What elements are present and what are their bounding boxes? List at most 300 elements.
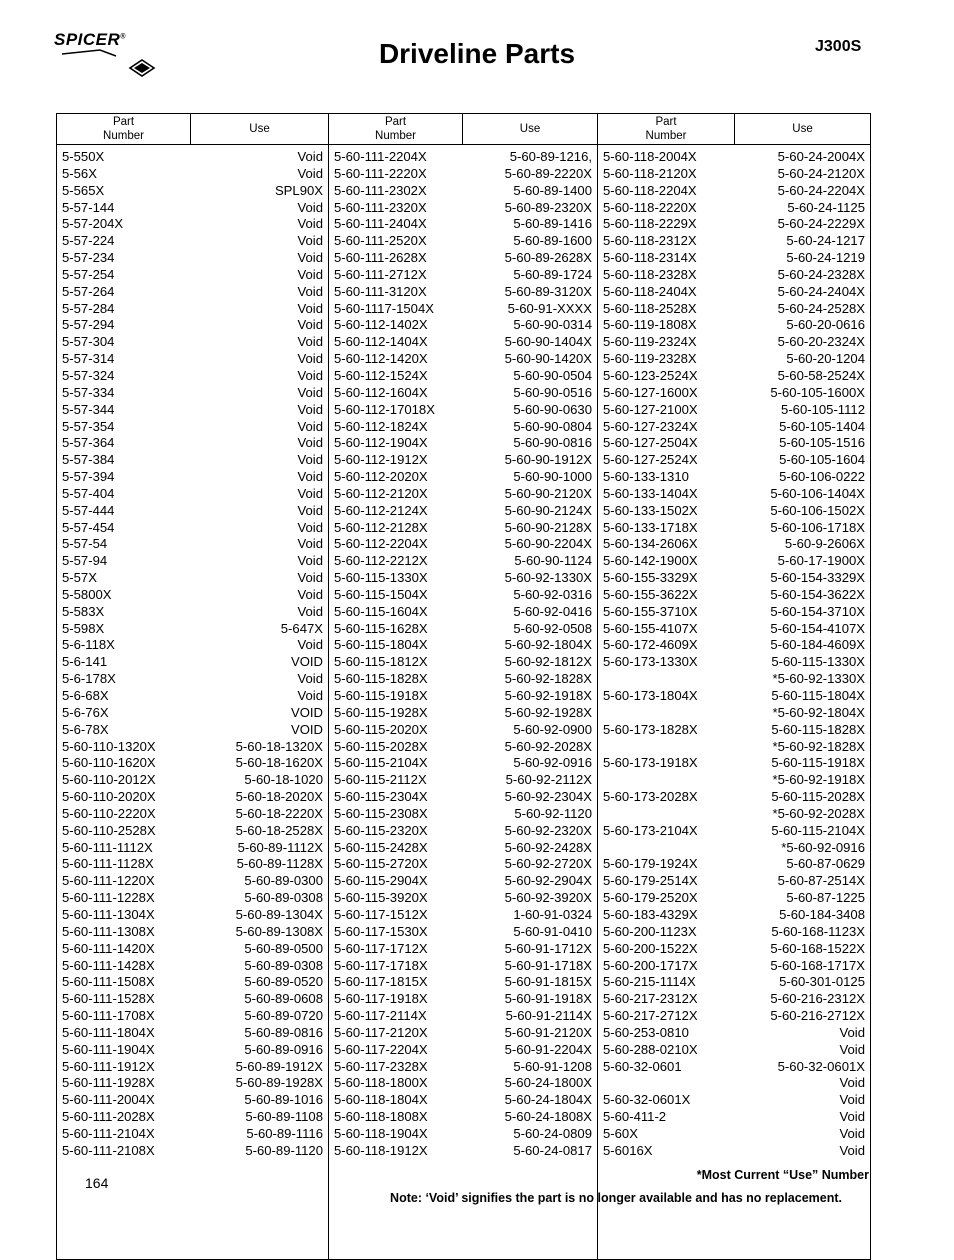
- table-row: [334, 1075, 592, 1092]
- table-row: [603, 823, 865, 840]
- part-number-cell: 5-60-118-2328X: [603, 266, 697, 282]
- part-number-cell: 5-60-112-1404X: [334, 334, 428, 350]
- part-number-cell: 5-60-111-2320X: [334, 199, 427, 215]
- use-cell: 5-60-92-2320X: [504, 822, 592, 838]
- use-cell: 5-60-105-1404: [779, 418, 865, 434]
- use-cell: Void: [297, 149, 323, 164]
- part-number-cell: 5-60-111-3120X: [334, 283, 427, 299]
- part-number-cell: 5-6-68X: [62, 688, 109, 703]
- use-cell: 5-60-24-1125: [787, 199, 865, 215]
- part-number-cell: 5-57-254: [62, 266, 115, 282]
- use-cell: Void: [297, 485, 323, 501]
- parts-column-3: [598, 145, 871, 1260]
- part-number-header-2: [329, 114, 463, 145]
- table-row: [334, 789, 592, 806]
- table-row: [603, 486, 865, 503]
- table-row: [603, 469, 865, 486]
- use-cell: 5-60-90-0314: [513, 317, 592, 333]
- table-row: [334, 840, 592, 857]
- use-cell: Void: [297, 637, 323, 653]
- use-cell: 5-60-89-1216,: [509, 149, 592, 164]
- part-number-cell: 5-60-115-1812X: [334, 654, 428, 670]
- table-row: [62, 284, 323, 301]
- void-note: Note: ‘Void’ signifies the part is no longer available and has no replacement.: [390, 1191, 842, 1205]
- use-cell: Void: [297, 603, 323, 619]
- part-number-cell: 5-60-117-1815X: [334, 974, 428, 990]
- use-cell: *5-60-92-1804X: [772, 704, 865, 720]
- use-cell: 5-60-106-1502X: [770, 502, 865, 518]
- part-number-cell: 5-60-112-2212X: [334, 553, 428, 569]
- use-cell: 5-60-89-1116: [246, 1125, 323, 1141]
- use-cell: 5-60-87-1225: [786, 890, 865, 906]
- use-cell: 5-60-216-2312X: [770, 991, 865, 1007]
- table-row: [603, 637, 865, 654]
- table-row: [62, 991, 323, 1008]
- part-number-cell: 5-60-117-2120X: [334, 1024, 428, 1040]
- table-row: [334, 334, 592, 351]
- table-row: [62, 671, 323, 688]
- use-cell: 5-60-301-0125: [779, 974, 865, 990]
- part-number-cell: 5-60-117-2114X: [334, 1008, 427, 1024]
- use-cell: 5-60-89-0720: [244, 1008, 323, 1024]
- table-row: [603, 368, 865, 385]
- table-row: [603, 536, 865, 553]
- table-row: [62, 570, 323, 587]
- part-number-cell: 5-5800X: [62, 586, 112, 602]
- table-row: [62, 1109, 323, 1126]
- use-cell: Void: [297, 384, 323, 400]
- part-number-cell: 5-60-112-17018X: [334, 401, 435, 417]
- table-row: [334, 317, 592, 334]
- use-cell: Void: [839, 1125, 865, 1141]
- table-row: [334, 570, 592, 587]
- table-row: [62, 536, 323, 553]
- table-row: [62, 250, 323, 267]
- part-number-cell: 5-57-384: [62, 452, 115, 468]
- use-cell: 5-60-92-1828X: [504, 671, 592, 687]
- table-row: [603, 1025, 865, 1042]
- table-row: [62, 553, 323, 570]
- table-row: [62, 840, 323, 857]
- use-cell: 5-60-20-1204: [786, 351, 865, 367]
- use-cell: 5-60-89-1308X: [235, 923, 323, 939]
- part-number-cell: 5-57-344: [62, 401, 115, 417]
- table-row: [62, 200, 323, 217]
- part-number-cell: 5-60-115-2028X: [334, 738, 428, 754]
- part-number-cell: 5-60-133-1718X: [603, 519, 698, 535]
- use-cell: VOID: [290, 704, 323, 720]
- use-cell: 5-60-92-1928X: [504, 704, 592, 720]
- table-row: [62, 486, 323, 503]
- part-number-cell: 5-57-264: [62, 283, 115, 299]
- part-number-cell: 5-60-127-1600X: [603, 384, 698, 400]
- use-cell: *5-60-92-1828X: [772, 738, 865, 754]
- table-row: [603, 941, 865, 958]
- table-row: [62, 301, 323, 318]
- use-cell: 5-60-18-1320X: [235, 738, 323, 754]
- part-number-cell: 5-60-115-2720X: [334, 856, 428, 872]
- table-row: [603, 840, 865, 857]
- part-number-cell: 5-60-112-1420X: [334, 351, 428, 367]
- part-number-cell: 5-60-115-3920X: [334, 890, 428, 906]
- part-number-cell: 5-60-215-1114X: [603, 974, 696, 990]
- part-number-cell: 5-60-173-1828X: [603, 721, 698, 737]
- part-number-cell: 5-60-111-1428X: [62, 957, 155, 973]
- use-cell: 5-60-89-0816: [244, 1024, 323, 1040]
- part-number-cell: 5-6-78X: [62, 721, 109, 737]
- table-row: [334, 890, 592, 907]
- use-cell: 5-60-154-3622X: [770, 586, 865, 602]
- table-row: [62, 722, 323, 739]
- use-cell: Void: [297, 233, 323, 249]
- part-number-cell: 5-565X: [62, 182, 105, 198]
- use-cell: 5-60-92-0900: [513, 721, 592, 737]
- use-cell: 5-60-92-2720X: [504, 856, 592, 872]
- part-number-cell: 5-60-112-2128X: [334, 519, 428, 535]
- table-row: [334, 823, 592, 840]
- use-cell: 5-60-89-0520: [244, 974, 323, 990]
- use-cell: 5-60-92-2304X: [504, 789, 592, 805]
- part-number-cell: 5-60-110-2528X: [62, 822, 156, 838]
- part-number-cell: 5-60-253-0810: [603, 1024, 689, 1040]
- use-cell: *5-60-92-2028X: [772, 805, 865, 821]
- part-number-cell: 5-60-32-0601: [603, 1058, 682, 1074]
- use-cell: 5-60-87-0629: [786, 856, 865, 872]
- part-number-cell: 5-60-115-1330X: [334, 570, 428, 586]
- table-row: [62, 469, 323, 486]
- part-number-cell: 5-57-354: [62, 418, 115, 434]
- use-cell: 5-60-91-1918X: [504, 991, 592, 1007]
- use-cell: 5-60-89-1928X: [235, 1075, 323, 1091]
- part-number-cell: 5-60-118-1904X: [334, 1125, 428, 1141]
- part-number-cell: 5-60-111-1904X: [62, 1041, 155, 1057]
- use-cell: Void: [297, 266, 323, 282]
- use-cell: 5-60-91-1208: [513, 1058, 592, 1074]
- use-cell: Void: [297, 367, 323, 383]
- page-number: 164: [85, 1175, 109, 1191]
- table-row: [334, 402, 592, 419]
- table-row: [603, 419, 865, 436]
- use-cell: 5-60-92-0416: [513, 603, 592, 619]
- table-row: [334, 553, 592, 570]
- brand-text: SPICER: [54, 30, 121, 49]
- use-cell: 5-60-154-3329X: [770, 570, 865, 586]
- use-cell: SPL90X: [274, 182, 323, 198]
- catalog-code: J300S: [815, 38, 862, 55]
- part-number-cell: 5-60-118-2404X: [603, 283, 697, 299]
- part-number-cell: 5-60-115-2320X: [334, 822, 428, 838]
- use-cell: 5-60-89-1016: [244, 1092, 323, 1108]
- part-number-cell: 5-60-112-2120X: [334, 485, 428, 501]
- part-number-cell: 5-60-115-2104X: [334, 755, 428, 771]
- use-cell: 5-60-184-3408: [779, 906, 865, 922]
- use-cell: 5-60-90-0630: [513, 401, 592, 417]
- part-number-cell: 5-60-155-4107X: [603, 620, 698, 636]
- table-row: [334, 772, 592, 789]
- table-row: [334, 974, 592, 991]
- table-row: [603, 520, 865, 537]
- table-row: [62, 907, 323, 924]
- part-number-header-1: [57, 114, 191, 145]
- part-number-cell: 5-60-288-0210X: [603, 1041, 698, 1057]
- part-number-cell: 5-60-179-2514X: [603, 873, 698, 889]
- table-row: [334, 924, 592, 941]
- table-row: [603, 587, 865, 604]
- part-number-cell: 5-60-111-1508X: [62, 974, 155, 990]
- use-cell: *5-60-92-1918X: [772, 772, 865, 788]
- use-cell: 5-60-89-1120: [245, 1142, 323, 1158]
- use-cell: Void: [297, 586, 323, 602]
- use-cell: 5-60-89-0916: [244, 1041, 323, 1057]
- part-number-cell: 5-60-111-1228X: [62, 890, 155, 906]
- use-cell: 5-60-24-1800X: [504, 1075, 592, 1091]
- use-cell: Void: [297, 300, 323, 316]
- use-cell: 5-60-105-1604: [779, 452, 865, 468]
- part-number-cell: 5-60-127-2324X: [603, 418, 698, 434]
- part-number-cell: 5-60-111-2302X: [334, 182, 427, 198]
- part-number-cell: 5-57-314: [62, 351, 115, 367]
- table-row: [334, 991, 592, 1008]
- use-cell: 5-60-90-0816: [513, 435, 592, 451]
- table-row: [603, 267, 865, 284]
- part-number-cell: 5-60-112-1402X: [334, 317, 428, 333]
- part-number-cell: 5-60-118-2204X: [603, 182, 697, 198]
- header-label: Part Number: [375, 116, 416, 142]
- table-row: [62, 149, 323, 166]
- table-row: [603, 755, 865, 772]
- part-number-cell: 5-60-155-3710X: [603, 603, 698, 619]
- part-number-cell: 5-60-173-1330X: [603, 654, 698, 670]
- part-number-cell: 5-60-111-2004X: [62, 1092, 155, 1108]
- table-row: [603, 1126, 865, 1143]
- table-row: [334, 873, 592, 890]
- use-cell: 5-60-115-1918X: [771, 755, 865, 771]
- use-cell: 5-60-24-2328X: [777, 266, 865, 282]
- table-row: [334, 250, 592, 267]
- use-header-1: Use: [191, 114, 329, 145]
- part-number-cell: 5-60-411-2: [603, 1109, 667, 1125]
- table-row: [334, 301, 592, 318]
- table-row: [62, 974, 323, 991]
- part-number-cell: 5-60-111-1804X: [62, 1024, 155, 1040]
- use-cell: 5-60-90-1404X: [504, 334, 592, 350]
- table-row: [334, 166, 592, 183]
- table-row: [62, 890, 323, 907]
- part-number-cell: 5-60-112-1604X: [334, 384, 428, 400]
- use-cell: Void: [297, 452, 323, 468]
- part-number-cell: 5-60-127-2100X: [603, 401, 698, 417]
- table-row: [334, 1109, 592, 1126]
- part-number-cell: 5-60-200-1522X: [603, 940, 698, 956]
- table-row: [603, 991, 865, 1008]
- use-cell: 5-60-90-1124: [514, 553, 592, 569]
- table-row: [603, 553, 865, 570]
- part-number-cell: 5-57-94: [62, 553, 108, 569]
- parts-column-2: [329, 145, 598, 1260]
- use-cell: 5-60-90-1912X: [504, 452, 592, 468]
- use-cell: Void: [297, 435, 323, 451]
- use-cell: 5-60-216-2712X: [770, 1008, 865, 1024]
- use-cell: Void: [297, 688, 323, 703]
- table-row: [603, 907, 865, 924]
- use-cell: 5-60-89-1304X: [235, 906, 323, 922]
- table-row: [62, 705, 323, 722]
- use-cell: *5-60-92-1330X: [772, 671, 865, 687]
- table-row: [62, 1025, 323, 1042]
- use-header-3: Use: [735, 114, 871, 145]
- part-number-cell: 5-60-217-2312X: [603, 991, 698, 1007]
- part-number-cell: 5-60-118-2120X: [603, 165, 697, 181]
- part-number-cell: 5-60-111-1420X: [62, 940, 155, 956]
- use-cell: 5-60-115-2104X: [771, 822, 865, 838]
- part-number-cell: 5-60-173-1918X: [603, 755, 698, 771]
- use-cell: 5-60-89-2220X: [504, 165, 592, 181]
- part-number-cell: 5-60-173-2028X: [603, 789, 698, 805]
- part-number-cell: 5-60-183-4329X: [603, 906, 698, 922]
- use-cell: 5-60-92-0916: [513, 755, 592, 771]
- table-row: [62, 941, 323, 958]
- table-row: [62, 755, 323, 772]
- use-cell: 5-60-58-2524X: [777, 367, 865, 383]
- table-row: [334, 419, 592, 436]
- use-cell: 5-60-24-2004X: [777, 149, 865, 164]
- part-number-cell: 5-60-111-1220X: [62, 873, 155, 889]
- table-row: [603, 1143, 865, 1160]
- use-cell: 5-60-92-1812X: [504, 654, 592, 670]
- table-row: [603, 385, 865, 402]
- use-cell: 5-60-91-2204X: [504, 1041, 592, 1057]
- table-row: [603, 334, 865, 351]
- use-cell: 5-60-154-3710X: [770, 603, 865, 619]
- use-cell: 5-60-106-1404X: [770, 485, 865, 501]
- use-cell: 5-60-92-1330X: [504, 570, 592, 586]
- table-row: [603, 654, 865, 671]
- part-number-cell: 5-60-115-2428X: [334, 839, 428, 855]
- table-row: [62, 1008, 323, 1025]
- part-number-cell: 5-60-119-2324X: [603, 334, 697, 350]
- part-number-cell: 5-60-118-2528X: [603, 300, 697, 316]
- part-number-cell: 5-60-118-2229X: [603, 216, 697, 232]
- part-number-cell: 5-60-111-2404X: [334, 216, 427, 232]
- header-label: Part Number: [645, 116, 687, 142]
- use-cell: 5-60-90-2204X: [504, 536, 592, 552]
- part-number-cell: 5-60-111-1128X: [62, 856, 154, 872]
- table-row: [334, 755, 592, 772]
- use-cell: 5-60-168-1522X: [770, 940, 865, 956]
- table-row: [603, 806, 865, 823]
- table-row: [62, 435, 323, 452]
- use-cell: 5-60-18-1620X: [235, 755, 323, 771]
- use-cell: 5-60-92-3920X: [504, 890, 592, 906]
- use-cell: 5-60-89-1600: [513, 233, 592, 249]
- table-row: [603, 166, 865, 183]
- part-number-cell: 5-60-115-1628X: [334, 620, 428, 636]
- table-row: [603, 570, 865, 587]
- table-row: [334, 536, 592, 553]
- use-cell: 5-60-87-2514X: [777, 873, 865, 889]
- part-number-cell: 5-60-115-2304X: [334, 789, 428, 805]
- part-number-cell: 5-60-112-2020X: [334, 469, 428, 485]
- use-cell: 5-60-32-0601X: [777, 1058, 865, 1074]
- use-cell: 5-60-24-1217: [786, 233, 865, 249]
- table-row: [62, 1126, 323, 1143]
- part-number-cell: 5-60-115-1918X: [334, 688, 428, 703]
- table-row: [62, 520, 323, 537]
- part-number-cell: 5-60-117-1918X: [334, 991, 428, 1007]
- table-row: [603, 722, 865, 739]
- use-cell: 5-60-91-2120X: [504, 1024, 592, 1040]
- table-row: [62, 267, 323, 284]
- use-cell: 5-60-91-XXXX: [507, 300, 592, 316]
- use-cell: VOID: [290, 654, 323, 670]
- part-number-cell: 5-60-134-2606X: [603, 536, 698, 552]
- table-row: [62, 368, 323, 385]
- table-row: [603, 1042, 865, 1059]
- use-header-2: Use: [463, 114, 598, 145]
- use-cell: 5-60-168-1123X: [771, 923, 865, 939]
- use-cell: 5-60-106-1718X: [770, 519, 865, 535]
- table-row: [62, 233, 323, 250]
- part-number-cell: 5-60-119-1808X: [603, 317, 697, 333]
- use-cell: 5-60-90-2128X: [504, 519, 592, 535]
- use-cell: 5-60-89-1416: [513, 216, 592, 232]
- part-number-cell: 5-60-111-2520X: [334, 233, 427, 249]
- part-number-cell: 5-60-115-1504X: [334, 586, 428, 602]
- table-row: [603, 924, 865, 941]
- part-number-cell: 5-60-115-2112X: [334, 772, 427, 788]
- part-number-cell: 5-56X: [62, 165, 97, 181]
- header-label: Part Number: [103, 116, 144, 142]
- table-row: [334, 1042, 592, 1059]
- table-row: [334, 688, 592, 705]
- part-number-cell: 5-57-54: [62, 536, 108, 552]
- use-cell: 5-60-89-3120X: [504, 283, 592, 299]
- table-row: [603, 873, 865, 890]
- table-header-row: [57, 114, 871, 145]
- part-number-cell: 5-550X: [62, 149, 105, 164]
- part-number-cell: 5-60-200-1717X: [603, 957, 698, 973]
- part-number-cell: 5-60-117-1512X: [334, 906, 428, 922]
- table-row: [62, 958, 323, 975]
- part-number-cell: 5-60-217-2712X: [603, 1008, 698, 1024]
- use-cell: Void: [297, 553, 323, 569]
- table-row: [334, 722, 592, 739]
- part-number-cell: 5-60-110-2020X: [62, 789, 156, 805]
- part-number-cell: 5-60-118-1808X: [334, 1109, 428, 1125]
- table-row: [334, 806, 592, 823]
- use-cell: 5-60-105-1516: [779, 435, 865, 451]
- table-row: [62, 334, 323, 351]
- table-row: [603, 705, 865, 722]
- part-number-cell: 5-60-111-2220X: [334, 165, 427, 181]
- use-cell: 5-60-24-1808X: [504, 1109, 592, 1125]
- part-number-cell: 5-60-111-1708X: [62, 1008, 155, 1024]
- use-cell: 5-60-24-0817: [513, 1142, 592, 1158]
- use-cell: 5-60-184-4609X: [770, 637, 865, 653]
- table-row: [603, 183, 865, 200]
- table-row: [603, 200, 865, 217]
- use-cell: 5-60-92-0508: [513, 620, 592, 636]
- part-number-cell: 5-57-304: [62, 334, 115, 350]
- table-row: [62, 1042, 323, 1059]
- table-row: [62, 789, 323, 806]
- part-number-cell: 5-60-115-1828X: [334, 671, 428, 687]
- use-cell: 5-60-154-4107X: [770, 620, 865, 636]
- part-number-cell: 5-60-142-1900X: [603, 553, 698, 569]
- use-cell: Void: [297, 199, 323, 215]
- table-row: [603, 149, 865, 166]
- table-row: [603, 1008, 865, 1025]
